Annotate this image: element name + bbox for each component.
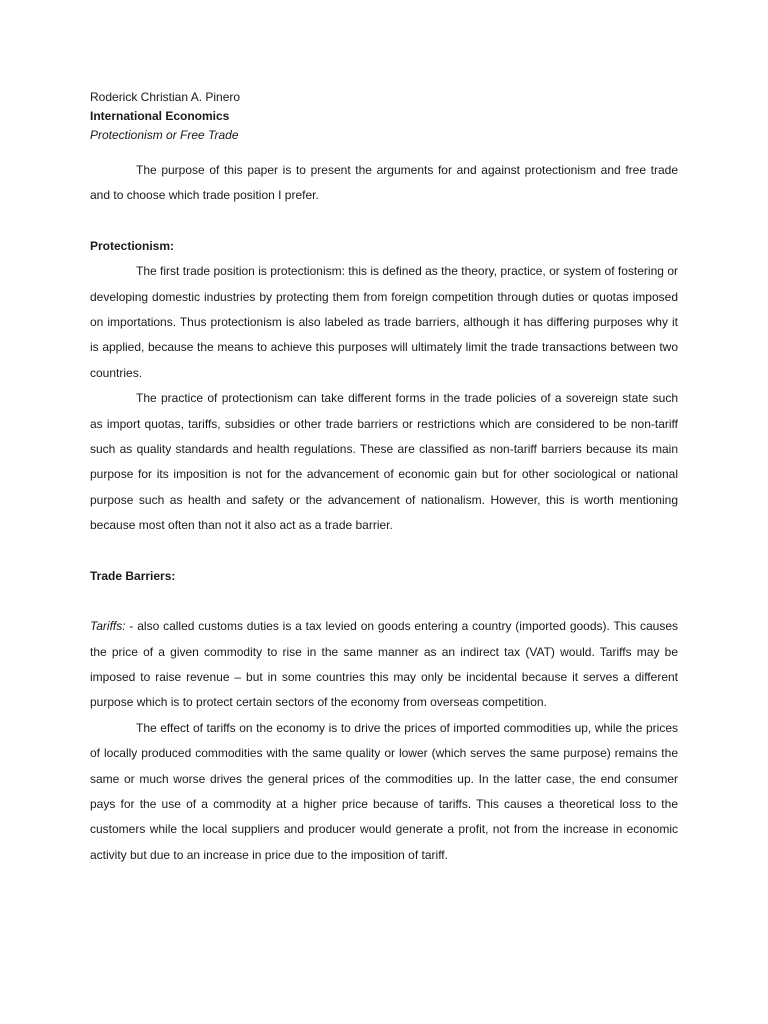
author-name: Roderick Christian A. Pinero xyxy=(90,90,241,104)
tariffs-paragraph xyxy=(90,614,678,716)
tariffs-effect-paragraph: The effect of tariffs on the economy is to drive the prices of imported commodities up, while the prices of locally produced commodities with the same quality or lower (which serves the same purpose) remains the same or much worse drives the general prices of the commodities up. In the latter case, the end consumer pays for the use of a commodity at a higher price because of tariffs. This causes a theoretical loss to the customers while the local suppliers and producer would generate a profit, not from the increase in economic activity but due to an increase in price due to the imposition of tariff. xyxy=(90,720,678,862)
spacer xyxy=(90,539,678,564)
protectionism-paragraph-2: The practice of protectionism can take different forms in the trade policies of a sovereign state such as import quotas, tariffs, subsidies or other trade barriers or restrictions which are considered to be non-tariff such as quality standards and health regulations. These are classified as non-tariff barriers because its main purpose for its imposition is not for the advancement of economic gain but for other sociological or national purpose such as health and safety or the advancement of nationalism. However, this is worth mentioning because most often than not it also act as a trade barrier. xyxy=(90,391,678,533)
spacer xyxy=(90,589,678,614)
tariffs-term: Tariffs: xyxy=(90,619,126,634)
paper-title: Protectionism or Free Trade xyxy=(90,128,239,142)
protectionism-paragraph-1: The first trade position is protectionism: this is defined as the theory, practice, or system of fostering or developing domestic industries by protecting them from foreign competition through duties or quotas imposed on importations. Thus protectionism is also labeled as trade barriers, although it has differing purposes why it is applied, because the means to achieve this purposes will ultimately limit the trade transactions between two countries. xyxy=(90,264,678,380)
spacer xyxy=(90,209,678,234)
tariffs-definition: - also called customs duties is a tax levied on goods entering a country (imported goods). This causes the price of a given commodity to rise in the same manner as an indirect tax (VAT) would. Tariffs may be imposed to raise revenue – but in some countries this may only be incidental because it serves a different purpose which is to protect certain sectors of the economy from overseas competition. xyxy=(90,619,678,710)
course-name: International Economics xyxy=(90,109,230,123)
protectionism-heading: Protectionism: xyxy=(90,238,175,253)
trade-barriers-heading: Trade Barriers: xyxy=(90,568,176,583)
spacer xyxy=(90,145,678,158)
document-body xyxy=(90,88,678,868)
intro-paragraph: The purpose of this paper is to present the arguments for and against protectionism and free trade and to choose which trade position I prefer. xyxy=(90,163,678,203)
